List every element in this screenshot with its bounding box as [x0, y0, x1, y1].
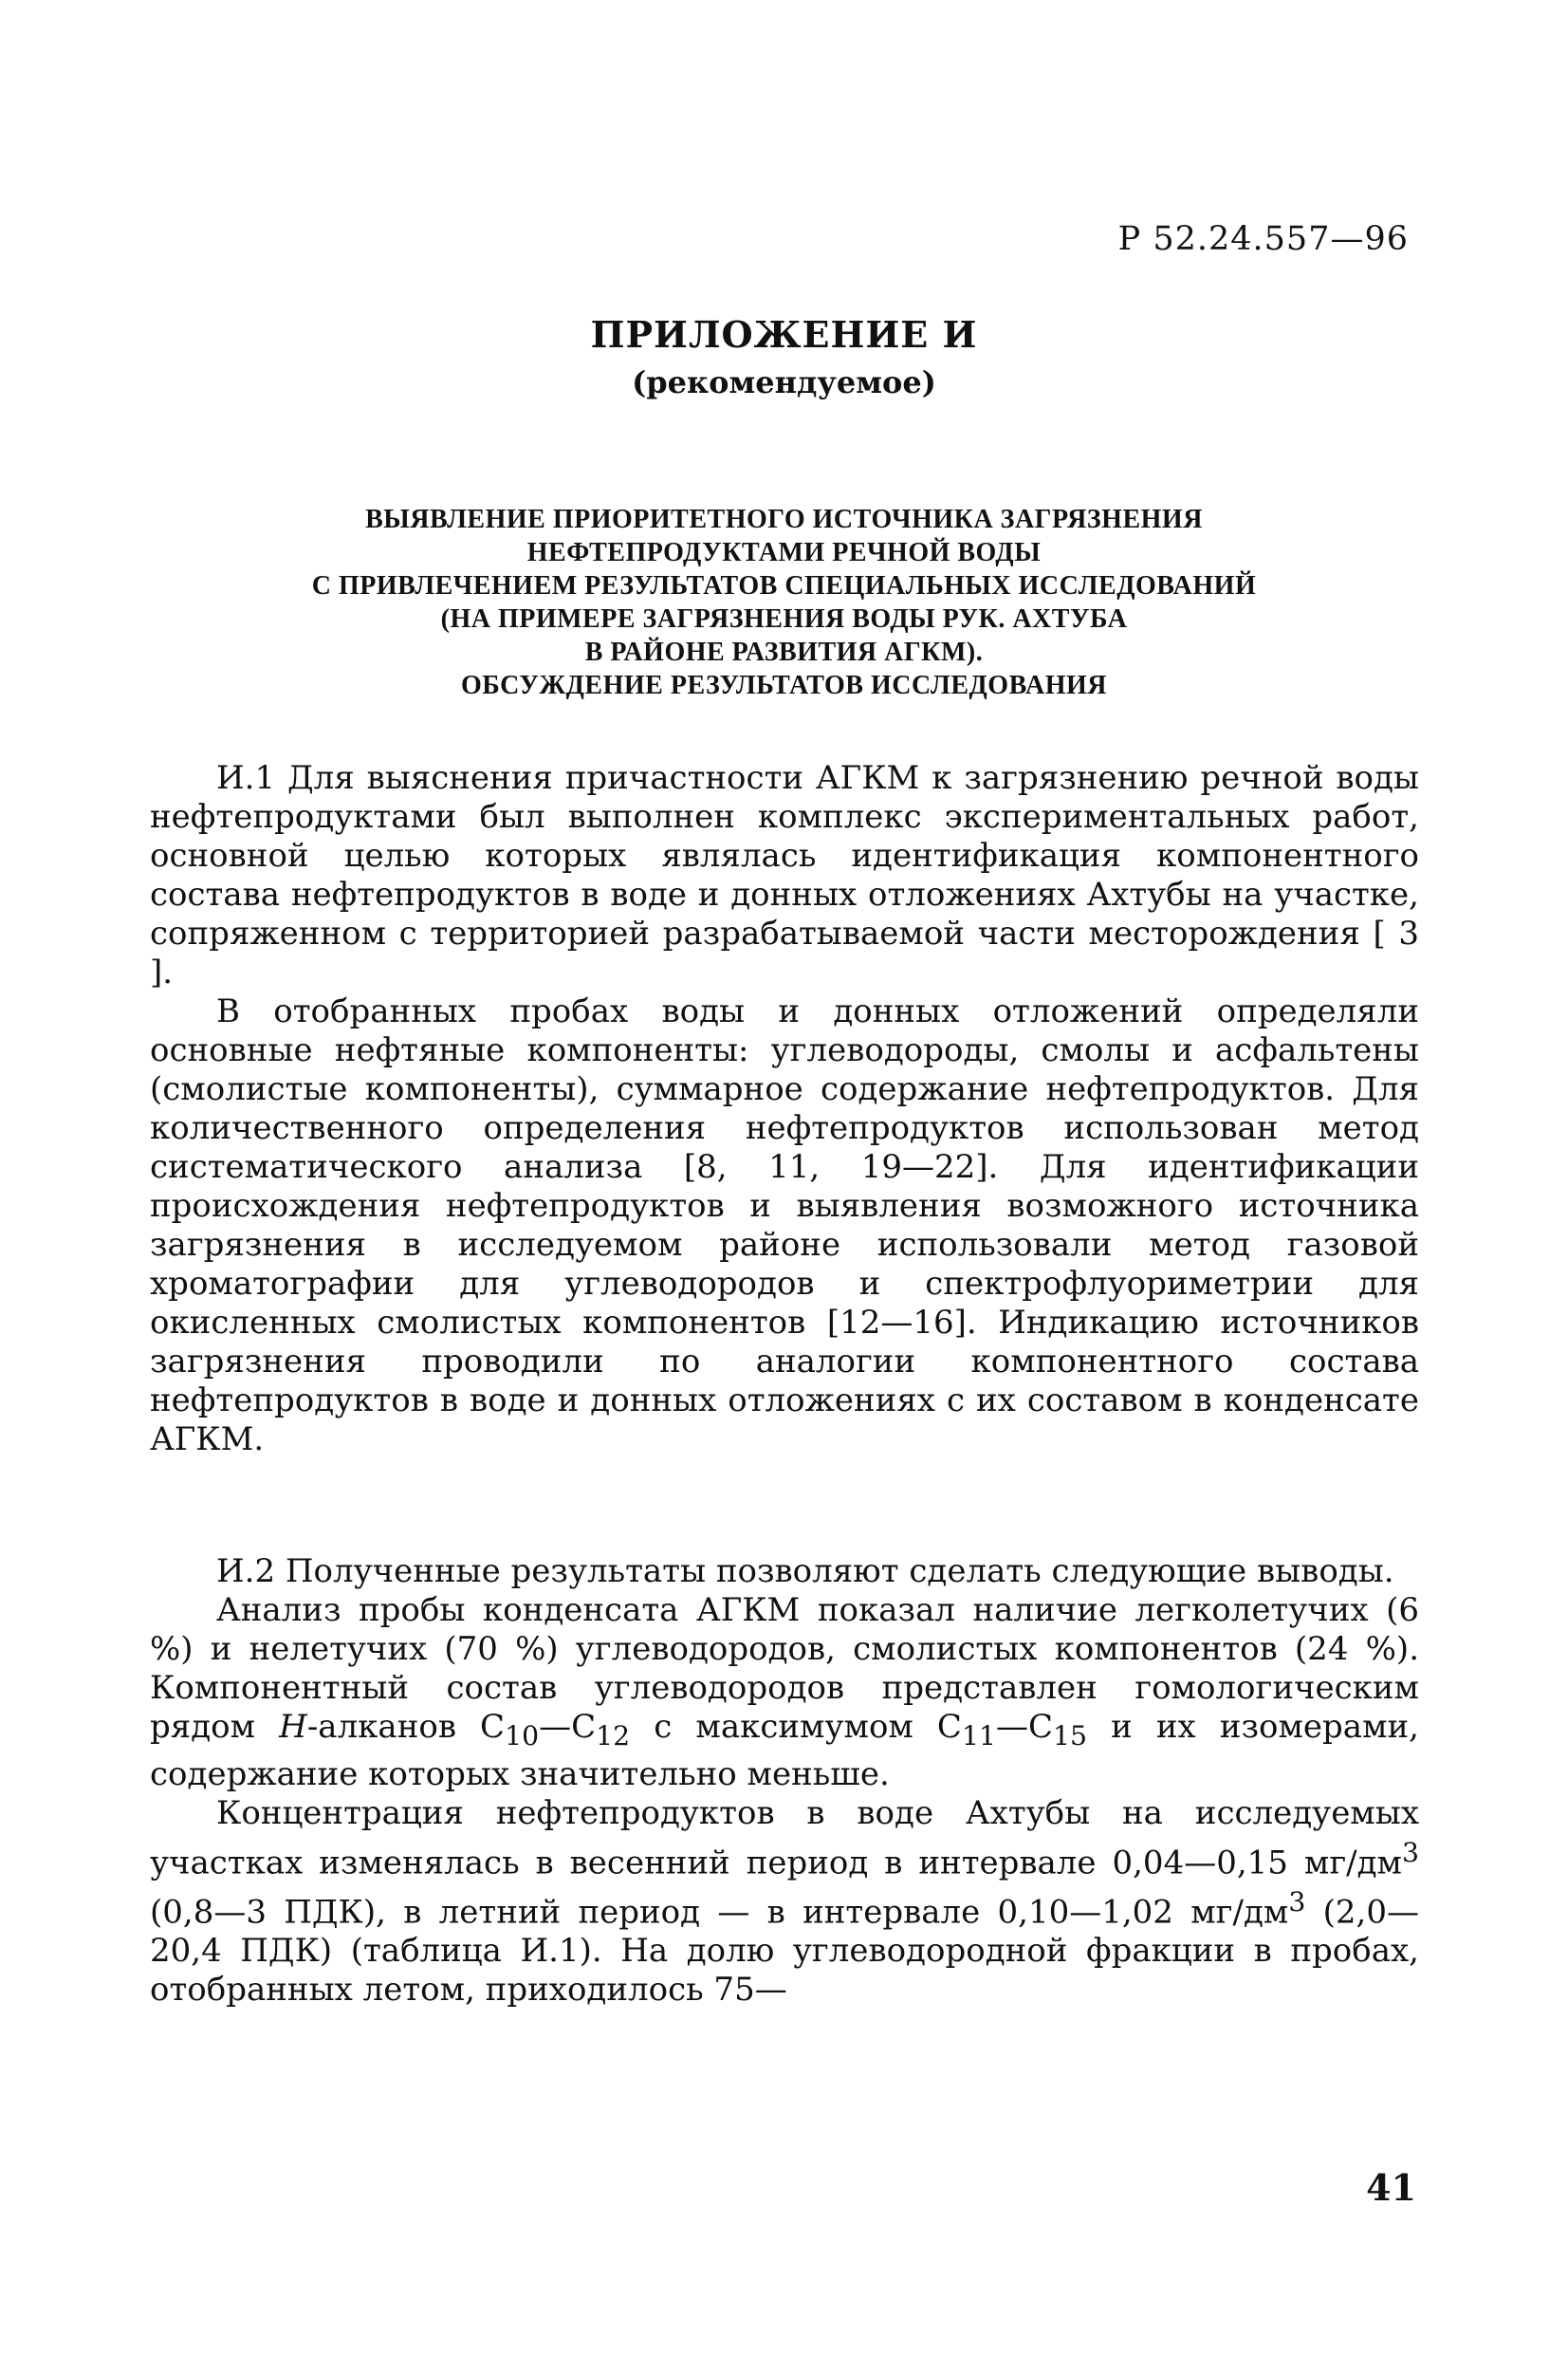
italic-text: Н	[279, 1708, 307, 1746]
document-code: Р 52.24.557—96	[1117, 220, 1409, 258]
section-heading	[152, 503, 1416, 702]
subscript: 11	[961, 1719, 996, 1752]
page-number: 41	[1366, 2166, 1416, 2209]
text-run: (2,0—20,4 ПДК) (таблица И.1). На долю углеводородной фракции в пробах, отобранных летом, приходилось 75—	[150, 1893, 1419, 2010]
superscript: 3	[1288, 1886, 1306, 1918]
text-run: (0,8—3 ПДК), в летний период — в интервале 0,10—1,02 мг/дм	[150, 1893, 1289, 1932]
reference-mark: [ 3 ].	[150, 915, 1419, 992]
text-run: —С	[996, 1708, 1054, 1746]
paragraph	[150, 759, 1419, 992]
annex-subtitle: (рекомендуемое)	[632, 364, 936, 400]
text-run: -алканов С	[306, 1708, 506, 1746]
section-1-text	[150, 759, 1419, 1459]
heading-line: (НА ПРИМЕРЕ ЗАГРЯЗНЕНИЯ ВОДЫ РУК. АХТУБА	[440, 604, 1128, 634]
heading-line: НЕФТЕПРОДУКТАМИ РЕЧНОЙ ВОДЫ	[526, 538, 1042, 567]
superscript: 3	[1401, 1836, 1419, 1868]
heading-line: ВЫЯВЛЕНИЕ ПРИОРИТЕТНОГО ИСТОЧНИКА ЗАГРЯЗНЕНИЯ	[365, 505, 1203, 534]
heading-line: С ПРИВЛЕЧЕНИЕМ РЕЗУЛЬТАТОВ СПЕЦИАЛЬНЫХ ИССЛЕДОВАНИЙ	[311, 571, 1257, 601]
heading-line: ОБСУЖДЕНИЕ РЕЗУЛЬТАТОВ ИССЛЕДОВАНИЯ	[460, 671, 1107, 700]
section-2-text	[150, 1552, 1419, 2010]
text-run: Концентрация нефтепродуктов в воде Ахтубы на исследуемых участках изменялась в весенний период в интервале 0,04—0,15 мг/дм	[150, 1793, 1419, 1882]
text-run: с максимумом С	[630, 1708, 962, 1746]
paragraph	[150, 1591, 1419, 1794]
text-run: Анализ пробы конденсата АГКМ показал наличие легколетучих (6 %) и нелетучих (70 %) углеводородов, смолистых компонентов (24 %). Компонентный состав углеводородов представлен гомологическим рядом	[150, 1591, 1419, 1746]
text-run: и их изомерами, содержание которых значительно меньше.	[150, 1708, 1419, 1793]
paragraph: В отобранных пробах воды и донных отложений определяли основные нефтяные компоненты: углеводороды, смолы и асфальтены (смолистые компоненты), суммарное содержание нефтепродуктов. Для количественного определения нефтепродуктов использован метод систематического анализа [8, 11, 19—22]. Для идентификации происхождения нефтепродуктов и выявления возможного источника загрязнения в исследуемом районе использовали метод газовой хроматографии для углеводородов и спектрофлуориметрии для окисленных смолистых компонентов [12—16]. Индикацию источников загрязнения проводили по аналогии компонентного состава нефтепродуктов в воде и донных отложениях с их составом в конденсате АГКМ.	[150, 992, 1419, 1458]
subscript: 10	[505, 1719, 540, 1752]
subscript: 15	[1053, 1719, 1088, 1752]
paragraph	[150, 1794, 1419, 2011]
paragraph-text: И.1 Для выяснения причастности АГКМ к загрязнению речной воды нефтепродуктами был выполнен комплекс экспериментальных работ, основной целью которых являлась идентификация компонентного состава нефтепродуктов в воде и донных отложениях Ахтубы на участке, сопряженном с территорией разрабатываемой части месторождения	[150, 759, 1419, 953]
subscript: 12	[596, 1719, 631, 1752]
paragraph: И.2 Полученные результаты позволяют сделать следующие выводы.	[216, 1552, 1394, 1590]
annex-title: ПРИЛОЖЕНИЕ И	[590, 313, 978, 356]
heading-line: В РАЙОНЕ РАЗВИТИЯ АГКМ).	[584, 638, 984, 667]
text-run: —С	[539, 1708, 597, 1746]
